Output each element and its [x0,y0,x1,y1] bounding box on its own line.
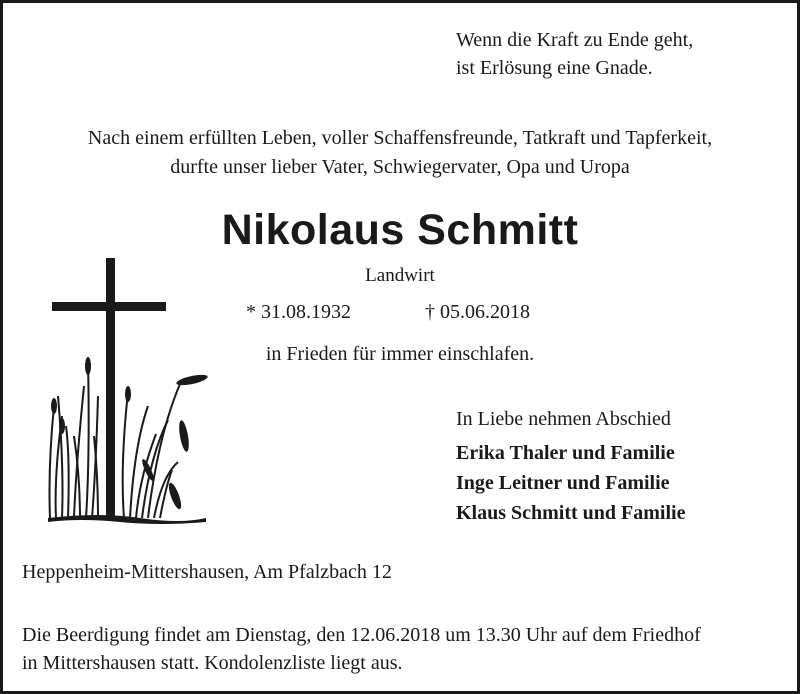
farewell-heading: In Liebe nehmen Abschied [456,408,671,430]
motto-line-1: Wenn die Kraft zu Ende geht, [456,29,694,51]
mourner-family: Inge Leitner und Familie [456,472,670,494]
mourner-families [456,438,685,528]
deceased-occupation: Landwirt [365,265,435,286]
funeral-line-1: Die Beerdigung findet am Dienstag, den 12.06.2018 um 13.30 Uhr auf dem Friedhof [22,624,701,646]
motto-line-2: ist Erlösung eine Gnade. [456,57,653,79]
intro-text [0,124,800,182]
birth-date: * 31.08.1932 [246,301,351,323]
intro-line-1: Nach einem erfüllten Leben, voller Schaffensfreunde, Tatkraft und Tapferkeit, [87,127,713,149]
death-date: † 05.06.2018 [425,301,530,323]
mourner-family: Klaus Schmitt und Familie [456,502,686,524]
passed-text: in Frieden für immer einschlafen. [265,343,535,365]
address: Heppenheim-Mittershausen, Am Pfalzbach 12 [22,561,392,583]
deceased-name: Nikolaus Schmitt [221,206,579,254]
mourner-family: Erika Thaler und Familie [456,442,675,464]
motto [456,26,693,82]
funeral-info [22,621,701,677]
intro-line-2: durfte unser lieber Vater, Schwiegervater, Opa und Uropa [170,156,630,178]
cross-with-grass-icon [40,256,220,532]
funeral-line-2: in Mittershausen statt. Kondolenzliste liegt aus. [22,652,403,674]
